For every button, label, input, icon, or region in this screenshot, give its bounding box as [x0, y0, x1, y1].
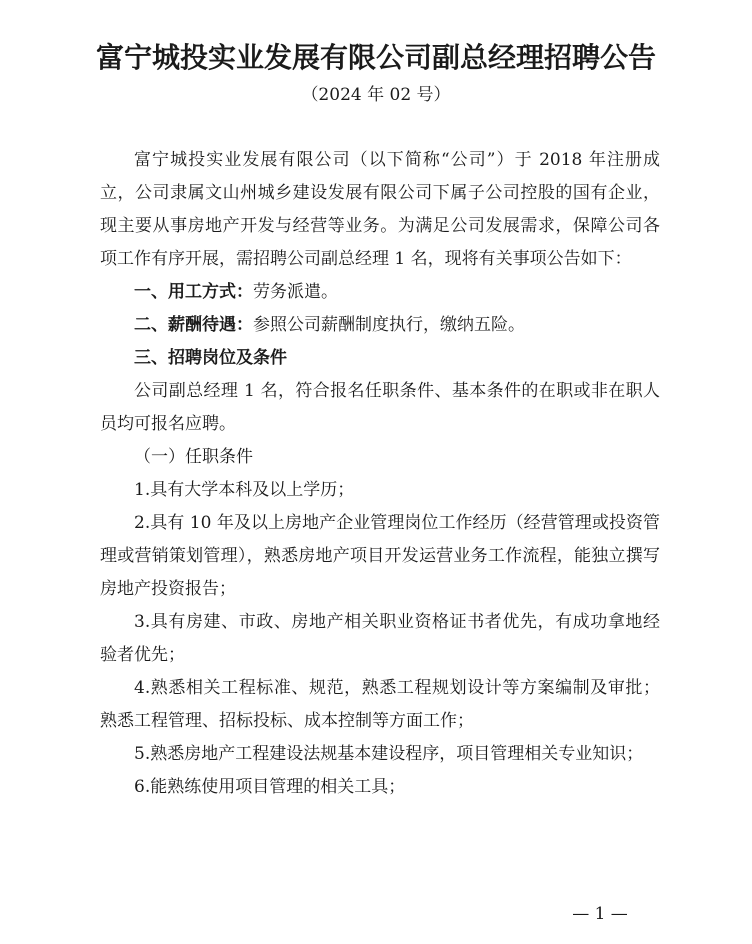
section-salary-text: 参照公司薪酬制度执行，缴纳五险。 [253, 315, 525, 335]
section-position-heading: 三、招聘岗位及条件 [134, 348, 287, 368]
section-employment-type-label: 一、用工方式： [134, 282, 253, 302]
condition-item: 2.具有 10 年及以上房地产企业管理岗位工作经历（经营管理或投资管理或营销策划管理），熟悉房地产项目开发运营业务工作流程，能独立撰写房地产投资报告； [100, 513, 660, 599]
condition-item: 6.能熟练使用项目管理的相关工具； [134, 777, 406, 797]
condition-item: 1.具有大学本科及以上学历； [134, 480, 355, 500]
section-salary-label: 二、薪酬待遇： [134, 315, 253, 335]
section-position-paragraph: 公司副总经理 1 名，符合报名任职条件、基本条件的在职或非在职人员均可报名应聘。 [100, 381, 660, 434]
subsection-qualifications-heading: （一）任职条件 [134, 447, 253, 467]
page-number: — 1 — [572, 904, 628, 924]
document-title: 富宁城投实业发展有限公司副总经理招聘公告 [95, 41, 656, 74]
section-salary [100, 309, 660, 342]
intro-paragraph: 富宁城投实业发展有限公司（以下简称“公司”）于 2018 年注册成立，公司隶属文山州城乡建设发展有限公司下属子公司控股的国有企业，现主要从事房地产开发与经营等业务。为满足公司发展需求，保障公司各项工作有序开展，需招聘公司副总经理 1 名，现将有关事项公告如下： [100, 150, 660, 269]
section-employment-type [100, 276, 660, 309]
section-employment-type-text: 劳务派遣。 [253, 282, 338, 302]
condition-item: 3.具有房建、市政、房地产相关职业资格证书者优先，有成功拿地经验者优先； [100, 612, 660, 665]
condition-item: 4.熟悉相关工程标准、规范，熟悉工程规划设计等方案编制及审批；熟悉工程管理、招标投标、成本控制等方面工作； [100, 678, 660, 731]
condition-item: 5.熟悉房地产工程建设法规基本建设程序，项目管理相关专业知识； [134, 744, 644, 764]
document-body [100, 144, 660, 804]
document-number: （2024 年 02 号） [301, 85, 451, 105]
